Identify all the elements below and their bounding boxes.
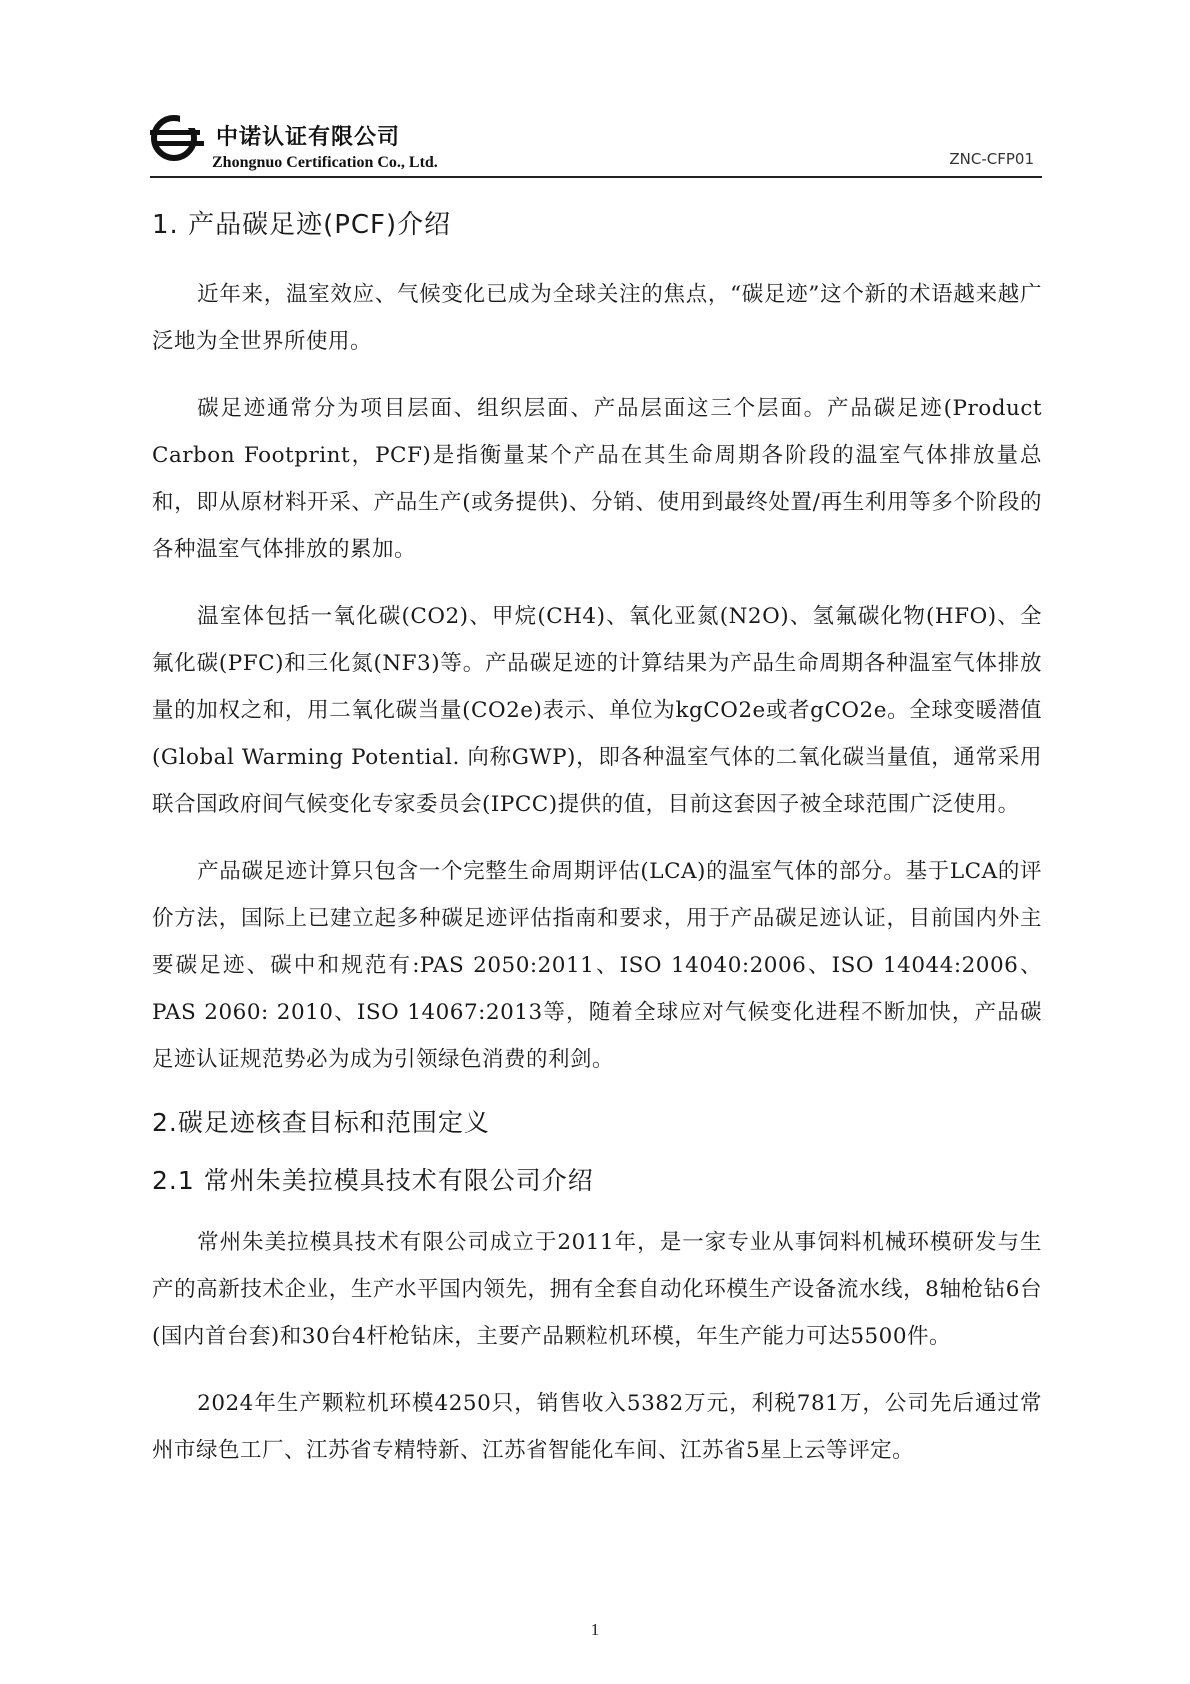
page-header xyxy=(150,112,1042,182)
section-1-paragraph-2: 碳足迹通常分为项目层面、组织层面、产品层面这三个层面。产品碳足迹(Product Carbon Footprint，PCF)是指衡量某个产品在其生命周期各阶段的温室气体排放量总和，即从原材料开采、产品生产(或务提供)、分销、使用到最终处置/再生利用等多个阶段的各种温室气体排放的累加。 xyxy=(152,396,1042,562)
header-divider xyxy=(150,176,1042,178)
section-2-1-paragraph-2: 2024年生产颗粒机环模4250只，销售收入5382万元，利税781万，公司先后通过常州市绿色工厂、江苏省专精特新、江苏省智能化车间、江苏省5星上云等评定。 xyxy=(152,1391,1042,1463)
section-2-1-paragraph-1: 常州朱美拉模具技术有限公司成立于2011年，是一家专业从事饲料机械环模研发与生产的高新技术企业，生产水平国内领先，拥有全套自动化环模生产设备流水线，8轴枪钻6台(国内首台套)和30台4杆枪钻床，主要产品颗粒机环模，年生产能力可达5500件。 xyxy=(152,1230,1042,1349)
company-name-en: Zhongnuo Certification Co., Ltd. xyxy=(212,154,438,171)
document-code: ZNC-CFP01 xyxy=(949,150,1034,168)
section-1-paragraph-1: 近年来，温室效应、气候变化已成为全球关注的焦点，“碳足迹”这个新的术语越来越广泛地为全世界所使用。 xyxy=(152,282,1042,354)
section-2-1-title: 2.1 常州朱美拉模具技术有限公司介绍 xyxy=(152,1166,594,1195)
company-logo-icon xyxy=(150,112,210,172)
section-2-title: 2.碳足迹核查目标和范围定义 xyxy=(152,1108,490,1137)
company-name-cn: 中诺认证有限公司 xyxy=(216,125,401,150)
document-body xyxy=(152,200,1042,1494)
section-1-paragraph-3: 温室体包括一氧化碳(CO2)、甲烷(CH4)、氧化亚氮(N2O)、氢氟碳化物(HFO)、全氟化碳(PFC)和三化氮(NF3)等。产品碳足迹的计算结果为产品生命周期各种温室气体排放量的加权之和，用二氧化碳当量(CO2e)表示、单位为kgCO2e或者gCO2e。全球变暖潜值(Global Warming Potential. 向称GWP)，即各种温室气体的二氧化碳当量值，通常采用联合国政府间气候变化专家委员会(IPCC)提供的值，目前这套因子被全球范围广泛使用。 xyxy=(152,604,1042,817)
page-number: 1 xyxy=(590,1620,600,1639)
section-1-title: 1. 产品碳足迹(PCF)介绍 xyxy=(152,210,452,240)
section-1-paragraph-4: 产品碳足迹计算只包含一个完整生命周期评估(LCA)的温室气体的部分。基于LCA的评价方法，国际上已建立起多种碳足迹评估指南和要求，用于产品碳足迹认证，目前国内外主要碳足迹、碳中和规范有:PAS 2050:2011、ISO 14040:2006、ISO 14044:2006、PAS 2060: 2010、ISO 14067:2013等，随着全球应对气候变化进程不断加快，产品碳足迹认证规范势必为成为引领绿色消费的利剑。 xyxy=(152,859,1042,1072)
